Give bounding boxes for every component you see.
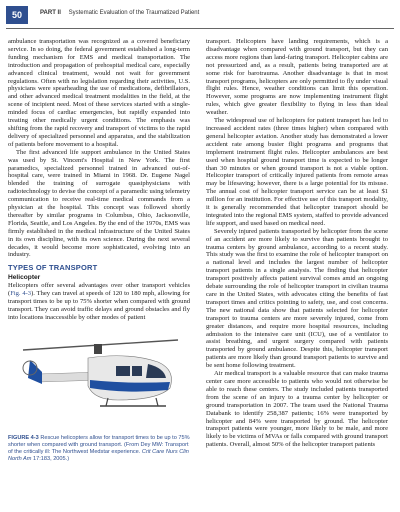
figure-reference-link[interactable]: Fig. 4-3 [10,290,32,298]
caption-text: Rescue helicopters allow for transport times to be up to 75% shorter when compared with ground transport. (From Dey MW: Transport of the critically ill: The Northwest Medstar experience. [8,434,190,455]
p3-text-before: Helicopters offer several advantages over other transport vehicles ( [8,282,190,298]
helicopter-image [8,328,190,433]
cabin-window [116,366,130,376]
running-head-part: PART II [40,10,61,16]
subheading: Helicopter [8,274,41,282]
right-paragraph-2: The widespread use of helicopters for patient transport has led to increased accident rates (three times higher) when compared with general helicopter aviation. Another study has demonstrated a lower accident rate among busier flight programs and programs that implement instrument flight rules. Helicopter ambulances are best used when hospital ground transport time is expected to be longer than 30 minutes or when ground transport is not a viable option. Helicopter transport of critically injured patients from remote areas may be lifesaving; however, there is a large potential for its misuse. The annual cost of helicopter transport service can be at least $1 million for an institution. For effective use of this transport modality, it is generally recommended that helicopter transport should be integrated into the regional EMS system, staffed to provide advanced life support, and used based on medical need. [206,117,388,227]
left-column [8,38,190,463]
page-number: 50 [6,6,28,24]
left-paragraph-2: The first advanced life support ambulance in the United States was used by St. Vincent's Hospital in New York. The first paramedics, specialized personnel trained in advanced out-of-hospital care, were trained in Miami in 1968. Dr. Eugene Nagel blended the training of surrogate quasiphysicians with radiotechnology to devise the concept of a paramedic using telemetry communication to receive real-time medical commands from a physician at the hospital. This concept was followed shortly thereafter by similar programs in Columbus, Ohio, Jacksonville, Florida, Seattle, and Los Angeles. By the end of the 1970s, EMS was firmly established in the medical infrastructure of the United States in its own discipline, with its own science. During the next several decades, it would become more sophisticated, evolving into an industry. [8,148,190,259]
figure-caption [8,435,190,463]
cabin-window-2 [132,366,142,376]
caption-tail: 17:183, 2005.) [31,455,70,462]
header-rule [6,28,394,29]
left-paragraph-1: ambulance transportation was recognized as a covered beneficiary service. In so doing, the federal government established a long-term funding mechanism for EMS and medical transportation. The introduction and propagation of prehospital medical care, especially advanced clinical treatment, would not wait for government regulations. Often with no legislation regarding their activities, U.S. physicians were spearheading the use of medications, defibrillators, and other advanced medical treatment modalities in the field, at the scene of incipient need. Most of these services started with a single-minded focus of cardiac emergencies, but rapidly expanded into treating other medically urgent conditions. The emphasis was shifting from the rapid recovery and transport of victims to the rapid delivery of specialized personnel and apparatus, and the stabilization of patients before movement to a hospital. [8,38,190,148]
helicopter-figure [8,328,190,433]
rotor-mast [94,344,102,354]
right-paragraph-4: Air medical transport is a valuable resource that can make trauma center care more accessible to patients who would not otherwise be able to reach these centers. The study included patients transported from the scene of an injury to a trauma center by helicopter or ground transportation in 2007. The team used the National Trauma Databank to identify 258,387 patients; 16% were transported by helicopter and 84% were transported by ground. The helicopter transport patients were younger, more likely to be male, and more likely to be victims of MVAs or falls compared with ground transport patients. Overall, almost 50% of the helicopter transport patients [206,370,388,449]
running-head-title: Systematic Evaluation of the Traumatized Patient [68,10,200,16]
right-column [206,38,388,449]
p3-text-after: ). They can travel at speeds of 120 to 180 mph, allowing for transport times to be up to 75% shorter when compared with ground transport. They can avoid traffic delays and ground obstacles and fly into locations inaccessible by other modes of patient [8,290,191,321]
left-paragraph-3 [8,282,190,322]
right-paragraph-1: transport. Helicopters have landing requirements, which is a disadvantage when compared with ground transport, but they can access more regions than land-faring transport. Helicopter cabins are not pressurized and, as a result, patients being transported are at some risk for barotrauma. Another disadvantage is that in most transport programs, helicopters are only permitted to fly under visual flight rules. Hence, weather conditions can limit this operation. However, some programs are now implementing instrument flight rules, which give greater flexibility to flying in less than ideal weather. [206,38,388,117]
running-head [40,10,199,16]
caption-label: FIGURE 4-3 [8,434,39,441]
right-paragraph-3: Severely injured patients transported by helicopter from the scene of an accident are more likely to survive than patients brought to trauma centers by ground ambulance, according to a recent study. This study was the first to examine the role of helicopter transport on a national level and includes the largest number of helicopter transport patients in a single analysis. The finding that helicopter transport positively affects patient survival comes amid an ongoing debate surrounding the role of helicopter transport in civilian trauma care in the United States, with advocates citing the benefits of fast transport times and critics pointing to safety, use, and cost concerns. The new national data show that patients selected for helicopter transport to trauma centers are more severely injured, come from greater distances, and require more hospital resources, including admission to the intensive care unit (ICU), use of a ventilator to assist breathing, and urgent surgery compared with patients transported by ground ambulance. Despite this, helicopter transport patients are more likely than ground transport patients to survive and be sent home following treatment. [206,227,388,370]
section-heading: TYPES OF TRANSPORT [8,263,98,273]
caption-source: Crit Care Nurs Clin North Am [8,448,189,462]
